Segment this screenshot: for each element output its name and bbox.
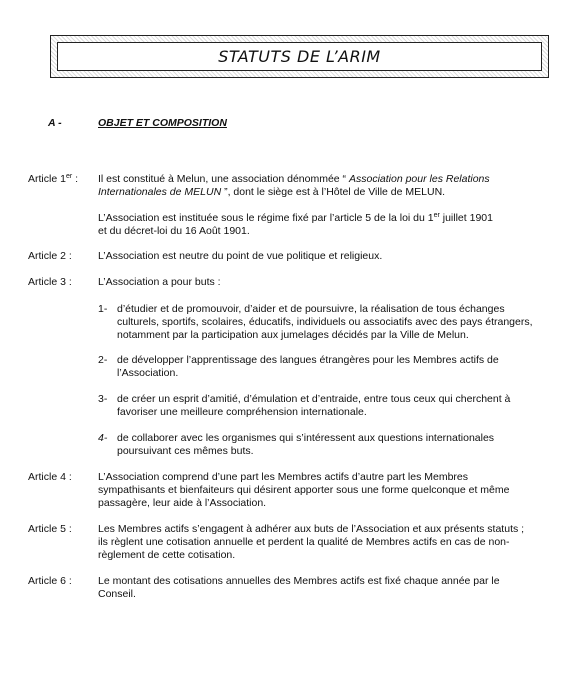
- list-item: d’étudier et de promouvoir, d’aider et de poursuivre, la réalisation de tous échanges culturels, sportifs, scolaires, éducatifs, individuels ou associatifs avec des pays étrangers, notamment par la participation aux jumelages décidés par la Ville de Melun.: [117, 303, 533, 341]
- list-item-number: 1-: [98, 303, 108, 315]
- section-letter: A -: [48, 117, 62, 129]
- article-5-text: Les Membres actifs s’engagent à adhérer aux buts de l’Association et aux présents statuts ; ils règlent une cotisation annuelle et perdent la qualité de Membres actifs en cas de non- règlement de cette cotisation.: [98, 523, 525, 561]
- article-4-label: Article 4 :: [28, 471, 72, 483]
- list-item-number: 4-: [98, 432, 108, 444]
- article-2-label: Article 2 :: [28, 250, 72, 262]
- section-heading: [0, 117, 567, 133]
- article-2-text: L’Association est neutre du point de vue politique et religieux.: [98, 250, 383, 262]
- list-item-number: 2-: [98, 354, 108, 366]
- article-6-label: Article 6 :: [28, 575, 72, 587]
- article-1-label: Article 1er :: [28, 173, 79, 185]
- article-3-label: Article 3 :: [28, 276, 72, 288]
- article-5-label: Article 5 :: [28, 523, 72, 535]
- list-item: de créer un esprit d’amitié, d’émulation et d’entraide, entre tous ceux qui cherchent à favoriser une meilleure compréhension internationale.: [117, 393, 511, 418]
- article-6-text: Le montant des cotisations annuelles des Membres actifs est fixé chaque année par le Conseil.: [98, 575, 500, 600]
- title-box: [57, 42, 542, 71]
- section-title: OBJET ET COMPOSITION: [98, 117, 227, 129]
- title-banner: [50, 35, 549, 78]
- article-4-text: L’Association comprend d’une part les Membres actifs d’autre part les Membres sympathisants et bienfaiteurs qui désirent apporter sous une forme quelconque et même passagère, leur aide à l’Association.: [98, 471, 510, 509]
- list-item: de collaborer avec les organismes qui s’intéressent aux questions internationales poursuivant ces mêmes buts.: [117, 432, 495, 457]
- document-title: STATUTS DE L’ARIM: [218, 47, 381, 66]
- list-item: de développer l’apprentissage des langues étrangères pour les Membres actifs de l’Association.: [117, 354, 499, 379]
- list-item-number: 3-: [98, 393, 108, 405]
- article-1-paragraph-1: Il est constitué à Melun, une association dénommée “ Association pour les Relations Internationales de MELUN ”, dont le siège est à l’Hôtel de Ville de MELUN.: [98, 173, 490, 198]
- article-1-paragraph-2: L’Association est instituée sous le régime fixé par l’article 5 de la loi du 1er juillet 1901 et du décret-loi du 16 Août 1901.: [98, 212, 493, 237]
- article-3-intro: L’Association a pour buts :: [98, 276, 221, 288]
